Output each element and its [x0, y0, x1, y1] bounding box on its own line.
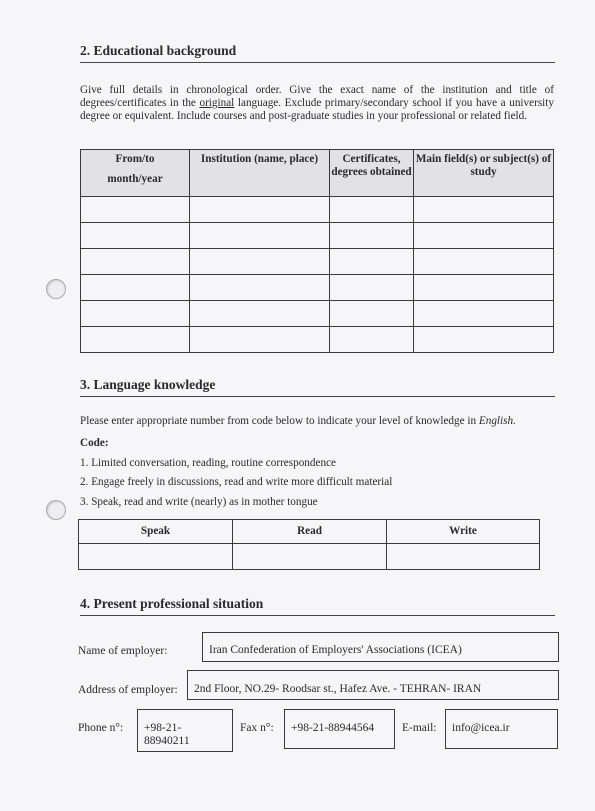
language-values-row — [79, 544, 540, 570]
cell-main-fields[interactable] — [414, 275, 554, 301]
cell-institution[interactable] — [190, 275, 330, 301]
code-item-3: 3. Speak, read and write (nearly) as in mother tongue — [80, 496, 318, 508]
cell-from-to[interactable] — [81, 275, 190, 301]
cell-main-fields[interactable] — [414, 327, 554, 353]
header-main-fields: Main field(s) or subject(s) of study — [414, 150, 554, 197]
section-2-instructions — [80, 84, 554, 123]
instructions-underlined: original — [199, 97, 235, 109]
cell-main-fields[interactable] — [414, 301, 554, 327]
table-row — [81, 301, 554, 327]
email-label: E-mail: — [402, 722, 437, 734]
header-from-to-line2: month/year — [107, 173, 163, 185]
cell-from-to[interactable] — [81, 223, 190, 249]
write-level-cell[interactable] — [387, 544, 540, 570]
cell-main-fields[interactable] — [414, 223, 554, 249]
cell-from-to[interactable] — [81, 301, 190, 327]
header-from-to-line1: From/to — [115, 153, 155, 165]
cell-institution[interactable] — [190, 327, 330, 353]
code-label: Code: — [80, 437, 109, 449]
instructions-text-2: language. Exclude primary/secondary school if you have a university degree or equivalent. Include courses and post-graduate studies in your professional or related field. — [80, 97, 554, 122]
section-2-title: 2. Educational background — [80, 43, 555, 63]
header-write: Write — [387, 520, 540, 544]
language-intro-language: English. — [478, 415, 516, 427]
table-row — [81, 223, 554, 249]
cell-from-to[interactable] — [81, 197, 190, 223]
cell-certificates[interactable] — [330, 197, 414, 223]
address-field[interactable]: 2nd Floor, NO.29- Roodsar st., Hafez Ave. - TEHRAN- IRAN — [187, 670, 559, 700]
fax-label: Fax n°: — [240, 722, 274, 734]
cell-certificates[interactable] — [330, 327, 414, 353]
email-field[interactable]: info@icea.ir — [445, 709, 558, 749]
header-institution: Institution (name, place) — [190, 150, 330, 197]
cell-from-to[interactable] — [81, 249, 190, 275]
language-header-row — [79, 520, 540, 544]
section-4-title: 4. Present professional situation — [80, 596, 555, 616]
cell-certificates[interactable] — [330, 249, 414, 275]
code-item-2: 2. Engage freely in discussions, read and write more difficult material — [80, 476, 393, 488]
language-intro-text: Please enter appropriate number from code below to indicate your level of knowledge in — [80, 415, 479, 427]
cell-certificates[interactable] — [330, 223, 414, 249]
table-row — [81, 327, 554, 353]
phone-value-line2: 88940211 — [144, 735, 190, 747]
cell-certificates[interactable] — [330, 275, 414, 301]
fax-field[interactable]: +98-21-88944564 — [284, 709, 395, 749]
speak-level-cell[interactable] — [79, 544, 233, 570]
table-row — [81, 249, 554, 275]
phone-value-line1: +98-21- — [144, 722, 182, 734]
instructions-text-1: Give full details in chronological order. Give the exact name of the institution and title of degrees/certificates in the — [80, 84, 554, 109]
header-from-to — [81, 150, 190, 197]
cell-institution[interactable] — [190, 223, 330, 249]
employer-label: Name of employer: — [78, 645, 168, 657]
section-3-title: 3. Language knowledge — [80, 377, 555, 397]
cell-from-to[interactable] — [81, 327, 190, 353]
language-table — [78, 519, 540, 570]
phone-label: Phone n°: — [78, 722, 124, 734]
cell-certificates[interactable] — [330, 301, 414, 327]
education-header-row — [81, 150, 554, 197]
employer-field[interactable]: Iran Confederation of Employers' Associations (ICEA) — [202, 632, 559, 662]
address-label: Address of employer: — [78, 684, 178, 696]
table-row — [81, 197, 554, 223]
phone-field[interactable] — [137, 709, 233, 752]
read-level-cell[interactable] — [233, 544, 387, 570]
cell-main-fields[interactable] — [414, 249, 554, 275]
punch-hole-top — [46, 279, 66, 299]
punch-hole-bottom — [46, 500, 66, 520]
education-table — [80, 149, 554, 353]
header-read: Read — [233, 520, 387, 544]
cell-institution[interactable] — [190, 249, 330, 275]
language-intro — [80, 415, 554, 428]
code-item-1: 1. Limited conversation, reading, routine correspondence — [80, 457, 336, 469]
cell-institution[interactable] — [190, 301, 330, 327]
table-row — [81, 275, 554, 301]
header-certificates: Certificates, degrees obtained — [330, 150, 414, 197]
cell-institution[interactable] — [190, 197, 330, 223]
header-speak: Speak — [79, 520, 233, 544]
cell-main-fields[interactable] — [414, 197, 554, 223]
